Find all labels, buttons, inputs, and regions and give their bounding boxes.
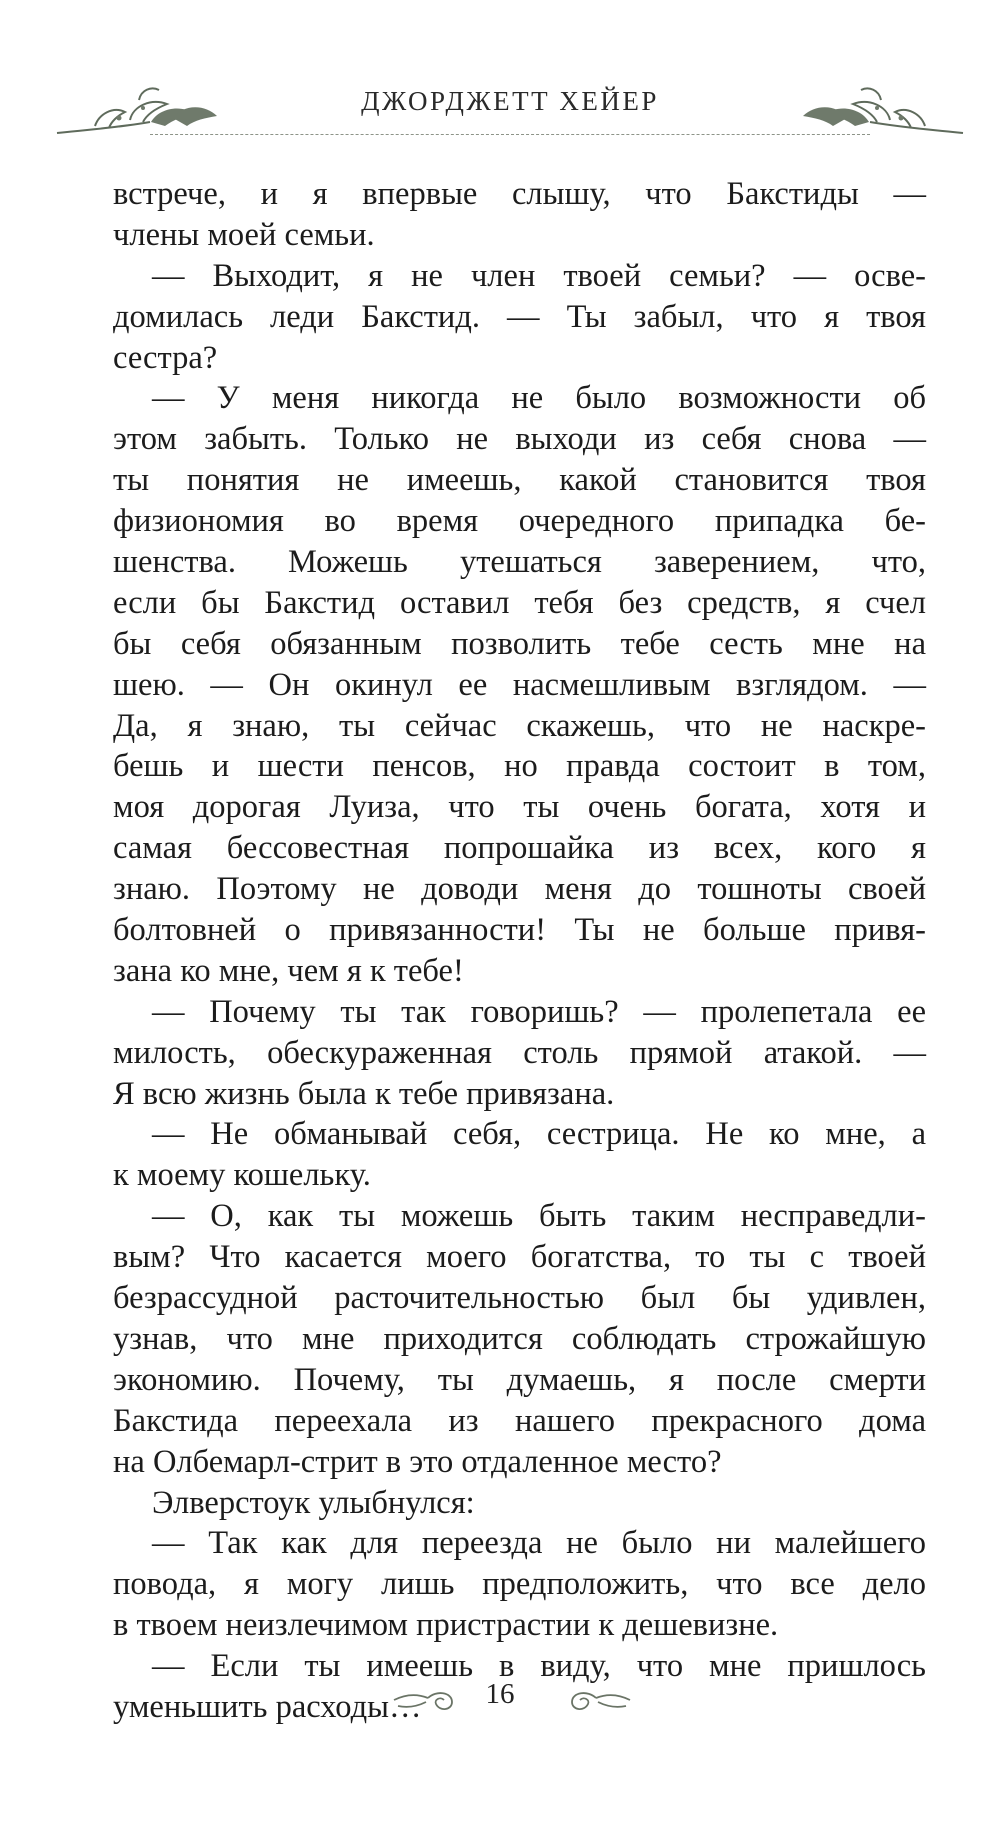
text-line: Бакстида переехала из нашего прекрасного дома <box>113 1402 926 1439</box>
text-line: — Если ты имеешь в виду, что мне пришлось <box>152 1648 926 1685</box>
floral-scroll-ornament-icon <box>795 78 965 140</box>
text-line: бешь и шести пенсов, но правда состоит в том, <box>113 748 926 785</box>
text-line: Да, я знаю, ты сейчас скажешь, что не наскре- <box>113 707 926 744</box>
text-line: зана ко мне, чем я к тебе! <box>113 952 464 989</box>
text-line: сестра? <box>113 339 218 376</box>
text-line: Я всю жизнь была к тебе привязана. <box>113 1075 615 1112</box>
text-line: — О, как ты можешь быть таким несправедли- <box>152 1198 926 1235</box>
text-line: милость, обескураженная столь прямой атакой. — <box>113 1034 926 1071</box>
text-line: члены моей семьи. <box>113 216 375 253</box>
text-line: экономию. Почему, ты думаешь, я после смерти <box>113 1361 926 1398</box>
text-line: знаю. Поэтому не доводи меня до тошноты своей <box>113 871 926 908</box>
header-rule <box>150 134 870 135</box>
text-line: физиономия во время очередного припадка бе- <box>113 503 926 540</box>
text-line: Элверстоук улыбнулся: <box>152 1484 475 1521</box>
page-number: 16 <box>485 1678 515 1710</box>
body-text <box>113 174 926 1728</box>
text-line: к моему кошельку. <box>113 1157 371 1194</box>
text-line: этом забыть. Только не выходи из себя снова — <box>113 421 926 458</box>
header-author-title: ДЖОРДЖЕТТ ХЕЙЕР <box>361 86 659 116</box>
text-line: — Так как для переезда не было ни малейшего <box>152 1525 926 1562</box>
text-line: если бы Бакстид оставил тебя без средств, я счел <box>113 584 926 621</box>
text-line: встрече, и я впервые слышу, что Бакстиды — <box>113 176 926 212</box>
text-line: безрассудной расточительностью был бы удивлен, <box>113 1280 926 1317</box>
text-line: повода, я могу лишь предположить, что все дело <box>113 1566 926 1603</box>
text-line: ты понятия не имеешь, какой становится твоя <box>113 462 926 499</box>
text-line: в твоем неизлечимом пристрастии к дешевизне. <box>113 1607 779 1644</box>
text-line: узнав, что мне приходится соблюдать строжайшую <box>113 1320 926 1357</box>
running-header <box>55 78 965 158</box>
text-line: самая бессовестная попрошайка из всех, кого я <box>113 830 926 867</box>
text-line: шенства. Можешь утешаться заверением, что, <box>113 544 926 581</box>
text-line: — Не обманывай себя, сестрица. Не ко мне, а <box>152 1116 926 1153</box>
text-line: болтовней о привязанности! Ты не больше привя- <box>113 912 926 949</box>
text-line: — Почему ты так говоришь? — пролепетала ее <box>152 993 926 1030</box>
text-line: на Олбемарл-стрит в это отдаленное место? <box>113 1443 722 1480</box>
text-line: бы себя обязанным позволить тебе сесть мне на <box>113 625 926 662</box>
text-line: — У меня никогда не было возможности об <box>152 380 926 417</box>
text-line: — Выходит, я не член твоей семьи? — осве- <box>152 257 926 294</box>
text-line: вым? Что касается моего богатства, то ты с твоей <box>113 1239 926 1276</box>
text-line: моя дорогая Луиза, что ты очень богата, хотя и <box>113 789 926 826</box>
curl-flourish-icon <box>560 1686 632 1716</box>
text-line: шею. — Он окинул ее насмешливым взглядом. — <box>113 666 926 703</box>
text-line: уменьшить расходы… <box>113 1688 422 1725</box>
page-footer <box>0 1678 1000 1728</box>
text-line: домилась леди Бакстид. — Ты забыл, что я твоя <box>113 298 926 335</box>
